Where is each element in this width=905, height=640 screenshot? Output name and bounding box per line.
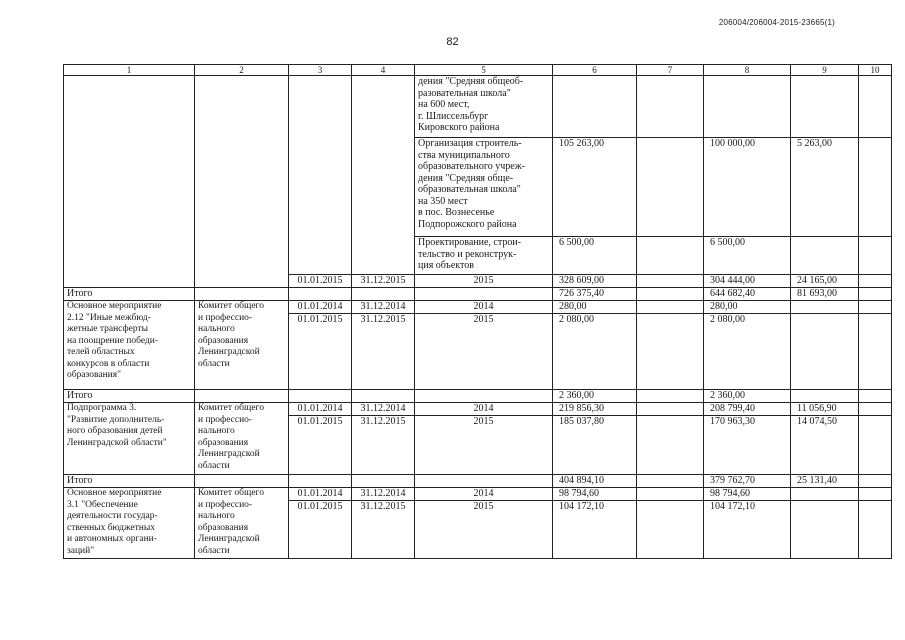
cell-start-date: 01.01.2015 — [289, 416, 352, 475]
table-row-total — [64, 288, 892, 301]
cell-local — [791, 76, 859, 138]
cell-regional: 280,00 — [704, 301, 791, 314]
table-row-total — [64, 390, 892, 403]
cell-federal — [637, 314, 704, 390]
cell-total: 726 375,40 — [553, 288, 637, 301]
table-row — [64, 76, 892, 138]
cell-end-date: 31.12.2015 — [352, 501, 415, 559]
cell-regional: 170 963,30 — [704, 416, 791, 475]
cell-regional: 104 172,10 — [704, 501, 791, 559]
cell-start-date: 01.01.2015 — [289, 314, 352, 390]
cell-measure-name: Основное мероприятие 2.12 "Иные межбюд- жетные трансферты на поощрение победи- телей областных конкурсов в области образования" — [64, 301, 195, 390]
table-row — [64, 403, 892, 416]
cell-local — [791, 501, 859, 559]
cell-end-date: 31.12.2015 — [352, 275, 415, 288]
cell-federal — [637, 501, 704, 559]
table-row-total — [64, 475, 892, 488]
cell-local — [791, 488, 859, 501]
cell-regional: 6 500,00 — [704, 237, 791, 275]
cell-regional: 379 762,70 — [704, 475, 791, 488]
col-header-6: 6 — [553, 65, 637, 76]
cell-local: 5 263,00 — [791, 138, 859, 237]
cell-measure-name — [64, 76, 195, 288]
cell-executor — [195, 390, 289, 403]
cell-object-name: дения "Средняя общеоб- разовательная школа" на 600 мест, г. Шлиссельбург Кировского района — [415, 76, 553, 138]
cell-object-name: Организация строитель- ства муниципального образовательного учреж- дения "Средняя обще- образовательная школа" на 350 мест в пос. Вознесенье Подпорожского района — [415, 138, 553, 237]
cell-other — [859, 237, 892, 275]
cell-end-date: 31.12.2014 — [352, 403, 415, 416]
cell-total: 2 360,00 — [553, 390, 637, 403]
column-number-row — [64, 65, 892, 76]
cell-total: 280,00 — [553, 301, 637, 314]
cell-other — [859, 403, 892, 416]
col-header-1: 1 — [64, 65, 195, 76]
cell-total: 2 080,00 — [553, 314, 637, 390]
cell-federal — [637, 76, 704, 138]
cell-federal — [637, 403, 704, 416]
cell-end-date — [352, 288, 415, 301]
cell-end-date: 31.12.2015 — [352, 416, 415, 475]
budget-table — [63, 64, 892, 559]
cell-federal — [637, 275, 704, 288]
cell-end-date — [352, 475, 415, 488]
cell-year: 2014 — [415, 403, 553, 416]
col-header-5: 5 — [415, 65, 553, 76]
cell-start-date: 01.01.2014 — [289, 488, 352, 501]
cell-total — [553, 76, 637, 138]
page-number: 82 — [446, 36, 459, 48]
cell-end-date — [352, 390, 415, 403]
cell-end-date: 31.12.2014 — [352, 301, 415, 314]
cell-federal — [637, 301, 704, 314]
cell-end-date — [352, 76, 415, 275]
cell-other — [859, 138, 892, 237]
cell-executor: Комитет общего и профессио- нального образования Ленинградской области — [195, 301, 289, 390]
col-header-4: 4 — [352, 65, 415, 76]
cell-measure-name: Подпрограмма 3. "Развитие дополнитель- ного образования детей Ленинградской области" — [64, 403, 195, 475]
cell-start-date — [289, 390, 352, 403]
cell-year — [415, 390, 553, 403]
cell-other — [859, 488, 892, 501]
cell-year: 2015 — [415, 314, 553, 390]
cell-federal — [637, 475, 704, 488]
cell-start-date: 01.01.2014 — [289, 301, 352, 314]
cell-federal — [637, 488, 704, 501]
cell-total: 219 856,30 — [553, 403, 637, 416]
cell-start-date: 01.01.2014 — [289, 403, 352, 416]
cell-total: 185 037,80 — [553, 416, 637, 475]
cell-measure-name: Основное мероприятие 3.1 "Обеспечение деятельности государ- ственных бюджетных и автономных органи- заций" — [64, 488, 195, 559]
cell-total-label: Итого — [64, 390, 195, 403]
col-header-3: 3 — [289, 65, 352, 76]
cell-federal — [637, 138, 704, 237]
cell-other — [859, 288, 892, 301]
cell-year: 2014 — [415, 301, 553, 314]
cell-other — [859, 275, 892, 288]
cell-local: 25 131,40 — [791, 475, 859, 488]
cell-start-date — [289, 475, 352, 488]
cell-executor — [195, 76, 289, 288]
document-table-wrapper — [63, 64, 891, 559]
cell-other — [859, 501, 892, 559]
cell-other — [859, 416, 892, 475]
cell-object-name: Проектирование, строи- тельство и реконструк- ция объектов — [415, 237, 553, 275]
cell-local — [791, 390, 859, 403]
col-header-10: 10 — [859, 65, 892, 76]
cell-other — [859, 301, 892, 314]
cell-local: 14 074,50 — [791, 416, 859, 475]
cell-total: 98 794,60 — [553, 488, 637, 501]
cell-regional: 2 360,00 — [704, 390, 791, 403]
cell-other — [859, 475, 892, 488]
cell-end-date: 31.12.2014 — [352, 488, 415, 501]
cell-year: 2015 — [415, 275, 553, 288]
cell-other — [859, 390, 892, 403]
cell-other — [859, 314, 892, 390]
cell-local — [791, 237, 859, 275]
cell-total: 104 172,10 — [553, 501, 637, 559]
table-row — [64, 301, 892, 314]
cell-regional — [704, 76, 791, 138]
cell-local — [791, 301, 859, 314]
cell-regional: 644 682,40 — [704, 288, 791, 301]
cell-total-label: Итого — [64, 475, 195, 488]
cell-year: 2015 — [415, 501, 553, 559]
cell-total-label: Итого — [64, 288, 195, 301]
cell-total: 105 263,00 — [553, 138, 637, 237]
cell-executor: Комитет общего и профессио- нального образования Ленинградской области — [195, 488, 289, 559]
cell-start-date: 01.01.2015 — [289, 275, 352, 288]
cell-executor — [195, 475, 289, 488]
cell-regional: 208 799,40 — [704, 403, 791, 416]
cell-year: 2015 — [415, 416, 553, 475]
cell-total: 404 894,10 — [553, 475, 637, 488]
cell-regional: 98 794,60 — [704, 488, 791, 501]
col-header-9: 9 — [791, 65, 859, 76]
cell-start-date: 01.01.2015 — [289, 501, 352, 559]
col-header-2: 2 — [195, 65, 289, 76]
table-row — [64, 488, 892, 501]
cell-regional: 100 000,00 — [704, 138, 791, 237]
cell-total: 328 609,00 — [553, 275, 637, 288]
cell-federal — [637, 237, 704, 275]
cell-executor — [195, 288, 289, 301]
document-id: 206004/206004-2015-23665(1) — [718, 18, 835, 27]
cell-federal — [637, 390, 704, 403]
col-header-7: 7 — [637, 65, 704, 76]
cell-other — [859, 76, 892, 138]
cell-regional: 2 080,00 — [704, 314, 791, 390]
cell-local: 11 056,90 — [791, 403, 859, 416]
cell-year — [415, 475, 553, 488]
cell-federal — [637, 288, 704, 301]
cell-executor: Комитет общего и профессио- нального образования Ленинградской области — [195, 403, 289, 475]
cell-end-date: 31.12.2015 — [352, 314, 415, 390]
cell-local: 81 693,00 — [791, 288, 859, 301]
col-header-8: 8 — [704, 65, 791, 76]
cell-total: 6 500,00 — [553, 237, 637, 275]
cell-federal — [637, 416, 704, 475]
cell-local — [791, 314, 859, 390]
cell-year: 2014 — [415, 488, 553, 501]
cell-start-date — [289, 288, 352, 301]
cell-local: 24 165,00 — [791, 275, 859, 288]
cell-regional: 304 444,00 — [704, 275, 791, 288]
cell-year — [415, 288, 553, 301]
cell-start-date — [289, 76, 352, 275]
